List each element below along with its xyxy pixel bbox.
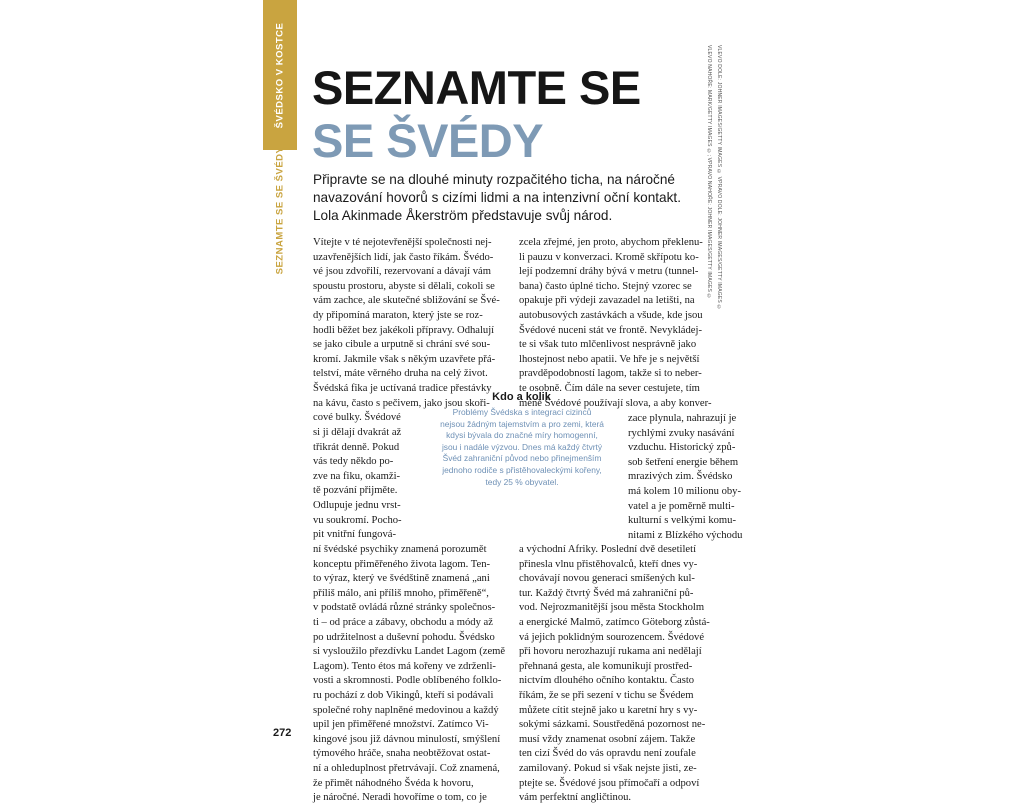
column-1-bottom: [313, 543, 505, 806]
text-line: a východní Afriky. Poslední dvě desetiletí: [519, 544, 697, 555]
text-line: pravděpodobností lagom, takže si to neber-: [519, 368, 702, 380]
headline-line-2: SE ŠVÉDY: [312, 114, 544, 167]
text-line: zamilovaný. Pokud si však nejste jisti, ze-: [519, 762, 697, 774]
section-tab-label: ŠVÉDSKO V KOSTCE: [274, 22, 286, 128]
text-line: ní a ohleduplnost přetrvávají. Což znamená,: [313, 762, 500, 774]
column-2-top: [519, 236, 711, 411]
text-line: tě pozvání přijměte.: [313, 485, 398, 497]
text-line: lejí podzemní dráhy bývá v metru (tunnel-: [519, 266, 699, 278]
text-line: konceptu přiměřeného života lagom. Ten-: [313, 558, 491, 570]
text-line: je náročné. Neradi hovoříme o tom, co je: [313, 792, 487, 804]
text-line: příliš málo, ani příliš mnoho, přiměřeně“,: [313, 587, 489, 599]
text-line: sokými sázkami. Soustředěná pozornost ne-: [519, 719, 706, 731]
box-line: jednoho rodiče s přistěhovaleckými kořeny,: [442, 464, 602, 475]
box-line: nejsou žádným tajemstvím a pro zemi, která: [440, 418, 604, 429]
section-subtab-label: SEZNAMTE SE SE ŠVÉDY: [274, 146, 286, 274]
text-line: a energické Malmö, zatímco Göteborg zůstá-: [519, 616, 710, 628]
text-line: vosti a skromnosti. Podle oblíbeného folklo-: [313, 675, 502, 687]
text-line: vzduchu. Historický způ-: [628, 442, 736, 454]
text-line: říkám, že se při sezení v tichu se Švédem: [519, 689, 694, 701]
text-line: vám perfektní angličtinou.: [519, 792, 632, 804]
text-line: rychlými zvuky nasávání: [628, 427, 735, 439]
text-line: to výraz, který ve švédštině znamená „ani: [313, 573, 490, 585]
text-line: po udržitelnost a duševní pohodu. Švédsko: [313, 631, 495, 643]
box-line: tedy 25 % obyvatel.: [485, 476, 559, 487]
text-line: cové bulky. Švédové: [313, 412, 401, 424]
text-line: zve na fiku, okamži-: [313, 470, 401, 482]
text-line: uzavřenějších lidí, jak často říkám. Švédo-: [313, 251, 494, 263]
text-line: si ji dělají dvakrát až: [313, 427, 402, 438]
text-line: se jako cibule a urputně si chrání své sou-: [313, 339, 491, 351]
section-subtab: [263, 146, 297, 274]
text-line: při hovoru nerozhazují rukama ani nedělají: [519, 646, 702, 658]
text-line: společné rohy naplněné medovinou a každý: [313, 704, 499, 716]
text-line: hodli běžet bez jakékoli přípravy. Odhalují: [313, 324, 495, 336]
text-line: upil jen přiměřené množství. Zatímco Vi-: [313, 719, 489, 731]
text-line: li pauzu v konverzaci. Kromě skřípotu ko-: [519, 251, 699, 263]
text-line: pit vnitřní fungová-: [313, 529, 396, 541]
text-line: přinesla vlnu přistěhovalců, kteří dnes vy-: [519, 558, 698, 570]
lead-line: Připravte se na dlouhé minuty rozpačitého ticha, na náročné: [313, 172, 675, 187]
text-line: má kolem 10 milionu oby-: [628, 485, 741, 497]
text-line: ru pochází z dob Vikingů, kteří si podávali: [313, 689, 494, 701]
text-line: zcela zřejmé, jen proto, abychom překlenu-: [519, 237, 703, 248]
text-line: dy připomíná maraton, který jste se roz-: [313, 309, 483, 321]
text-line: můžete cítit stejně jako u karetní hry s vy-: [519, 704, 698, 716]
text-line: nictvím dlouhého očního kontaktu. Často: [519, 675, 695, 687]
text-line: ní švédské psychiky znamená porozumět: [313, 544, 487, 555]
text-line: opakuje při výdeji zavazadel na letišti, na: [519, 295, 695, 307]
text-line: tur. Každý čtvrtý Švéd má zahraniční pů-: [519, 587, 694, 599]
column-2-bottom: [519, 543, 710, 806]
text-line: v podstatě ovládá různé stránky společnos-: [313, 602, 496, 614]
text-line: kromí. Jakmile však s někým uzavřete přá-: [313, 353, 496, 365]
text-line: vá jejich poklidným sourozencem. Švédové: [519, 631, 705, 643]
column-1-mid: [313, 426, 402, 543]
text-line: spoustu prostoru, abyste si dělali, cokoli se: [313, 280, 495, 292]
text-line: bana) často úplné ticho. Stejný vzorec se: [519, 280, 692, 292]
column-2-mid: [628, 412, 742, 543]
box-line: jsou i nadále výzvou. Dnes má každý čtvrtý: [441, 441, 603, 452]
sidebar-box-title: Kdo a kolik: [492, 391, 551, 403]
text-line: že přimět náhodného Švéda k hovoru,: [313, 777, 474, 789]
text-line: Odlupuje jednu vrst-: [313, 499, 401, 511]
text-line: týmového hráče, snaha neobtěžovat ostat-: [313, 748, 491, 760]
text-line: si vysloužilo přezdívku Landet Lagom (země: [313, 646, 506, 658]
text-line: méně Švédové používají slova, a aby konver-: [519, 397, 712, 409]
text-line: Švédská fika je uctívaná tradice přestávky: [313, 382, 492, 394]
text-line: vás tedy někdo po-: [313, 456, 394, 468]
text-line: autobusových zastávkách a všude, kde jsou: [519, 309, 703, 321]
lead-line: Lola Akinmade Åkerström představuje svůj národ.: [313, 208, 613, 223]
text-line: zace plynula, nahrazují je: [628, 413, 737, 424]
text-line: chovávají novou generaci smíšených kul-: [519, 573, 695, 585]
text-line: Švédové nuceni stát ve frontě. Nevykládej-: [519, 324, 702, 336]
text-line: Lagom). Tento étos má kořeny ve zdrženli-: [313, 660, 496, 672]
text-line: mrazivých zim. Švédsko: [628, 471, 733, 483]
sidebar-box-text: [413, 407, 631, 488]
lead-line: navazování hovorů s cizími lidmi a na intenzivní oční kontakt.: [313, 190, 681, 205]
text-line: te osobně. Čím dále na sever cestujete, tím: [519, 382, 700, 394]
text-line: te si však tuto mlčenlivost nesprávně jako: [519, 339, 697, 351]
page-number: 272: [273, 727, 292, 739]
text-line: vám zachce, ale skutečné sbližování se Švé-: [313, 295, 500, 307]
box-line: Švéd zahraniční původ nebo přinejmenším: [442, 453, 602, 464]
box-line: Problémy Švédska s integrací cizinců: [452, 407, 592, 417]
text-line: sob šetření energie během: [628, 456, 739, 468]
photo-credit-line: VLEVO DOLE: JOHNER IMAGES/GETTY IMAGES © VPRAVO DOLE: JOHNER IMAGES/GETTY IMAGES ©: [716, 45, 722, 311]
text-line: kingové jsou již dávnou minulostí, smýšlení: [313, 733, 501, 745]
text-line: vé jsou zdvořilí, rezervovaní a dávají vám: [313, 266, 491, 278]
photo-credit-line: VLEVO NAHOŘE: MARK/GETTY IMAGES ©; VPRAVO NAHOŘE: JOHNER IMAGES/GETTY IMAGES ©: [706, 45, 712, 300]
text-line: vu soukromí. Pocho-: [313, 514, 402, 526]
headline-line-1: SEZNAMTE SE: [312, 61, 641, 114]
text-line: ten cizí Švéd do vás opravdu není zoufale: [519, 748, 696, 760]
text-line: nitami z Blízkého východu: [628, 529, 743, 541]
text-line: vod. Nejrozmanitější jsou města Stockholm: [519, 602, 705, 614]
text-line: telství, máte věrného druha na celý život.: [313, 368, 488, 380]
text-line: kulturní s velkými komu-: [628, 515, 736, 527]
text-line: vatel a je poměrně multi-: [628, 500, 735, 512]
text-line: musí vždy znamenat osobní zájem. Takže: [519, 733, 696, 745]
text-line: ptejte se. Švédové jsou přímočaří a odpoví: [519, 777, 700, 789]
text-line: třikrát denně. Pokud: [313, 441, 400, 453]
box-line: kdysi bývala do značné míry homogenní,: [446, 430, 598, 441]
text-line: Vítejte v té nejotevřenější společnosti nej-: [313, 237, 492, 248]
text-line: lhostejnost nebo apatii. Ve hře je s největší: [519, 353, 700, 365]
lead-paragraph: [313, 171, 723, 225]
section-tab: [263, 0, 297, 150]
text-line: přehnaná gesta, ale komunikují prostřed-: [519, 660, 693, 672]
text-line: na kávu, často s pečivem, jako jsou skoři-: [313, 397, 490, 409]
text-line: ti – od práce a zábavy, obchodu a módy až: [313, 616, 493, 628]
